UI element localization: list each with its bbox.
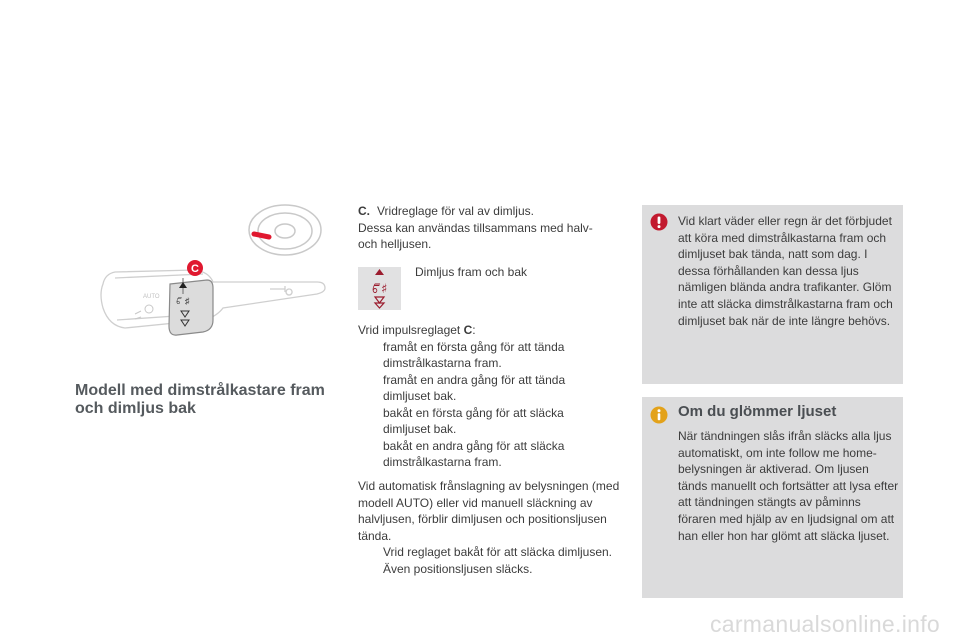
light-symbols xyxy=(135,305,153,319)
steering-wheel-icon xyxy=(249,205,321,255)
c-label: C. xyxy=(358,204,370,218)
c-description xyxy=(358,203,608,253)
callout-c-badge xyxy=(187,260,203,276)
c-line2: Dessa kan användas tillsammans med halv- och helljusen. xyxy=(358,220,593,251)
list-item: framåt en första gång för att tända dimstrålkastarna fram. xyxy=(383,339,565,370)
warning-text: Vid klart väder eller regn är det förbjudet att köra med dimstrålkastarna fram och dimljuset bak tända, natt som dag. I dessa förhållanden kan dessa ljus nämligen blända andra trafikanter. Glöm inte att släcka dimstrålkastarna fram och dimljuset bak när de inte längre behövs. xyxy=(678,214,893,328)
front-rear-fog-light-icon xyxy=(358,267,401,310)
list-item: bakåt en första gång för att släcka dimljuset bak. xyxy=(383,405,564,436)
auto-list xyxy=(358,544,628,577)
auto-instructions xyxy=(358,478,628,577)
watermark: carmanualsonline.info xyxy=(709,611,940,637)
fog-light-label: Dimljus fram och bak xyxy=(415,265,528,279)
auto-text: Vid automatisk frånslagning av belysningen (med modell AUTO) eller vid manuell släckning av halvljusen, förblir dimljusen och positionsljusen tända. xyxy=(358,479,620,543)
svg-text:C: C xyxy=(191,263,199,275)
svg-text:ꔿ ♯: ꔿ ♯ xyxy=(176,296,190,306)
impuls-intro: Vrid impulsreglaget C: xyxy=(358,323,476,337)
fog-ring-control xyxy=(169,278,213,335)
impuls-list xyxy=(358,339,613,471)
list-item: bakåt en andra gång för att släcka dimstrålkastarna fram. xyxy=(383,438,565,469)
svg-text:ꔿ♯: ꔿ♯ xyxy=(371,282,388,297)
c-line1: Vridreglage för val av dimljus. xyxy=(377,204,534,218)
list-item: Vrid reglaget bakåt för att släcka dimljusen. Även positionsljusen släcks. xyxy=(383,545,613,576)
info-icon xyxy=(650,406,668,424)
info-text: När tändningen slås ifrån släcks alla ljus automatiskt, om inte follow me home-belysningen är aktiverad. Om ljusen tänds manuellt och fortsätter att lysa efter att tändningen stängts av påminns föraren med hjälp av en ljudsignal om att han eller hon har glömt att släcka ljuset. xyxy=(678,429,899,543)
auto-label: AUTO xyxy=(143,294,160,300)
impuls-instructions xyxy=(358,322,613,471)
list-item: framåt en andra gång för att tända dimljuset bak. xyxy=(383,372,566,403)
info-box xyxy=(642,397,903,598)
section-title: Modell med dimstrålkastare fram och dimljus bak xyxy=(75,382,325,417)
warning-box xyxy=(642,205,903,384)
fog-light-stalk-illustration xyxy=(85,198,330,358)
exclamation-icon xyxy=(650,213,668,231)
info-title: Om du glömmer ljuset xyxy=(678,403,837,420)
